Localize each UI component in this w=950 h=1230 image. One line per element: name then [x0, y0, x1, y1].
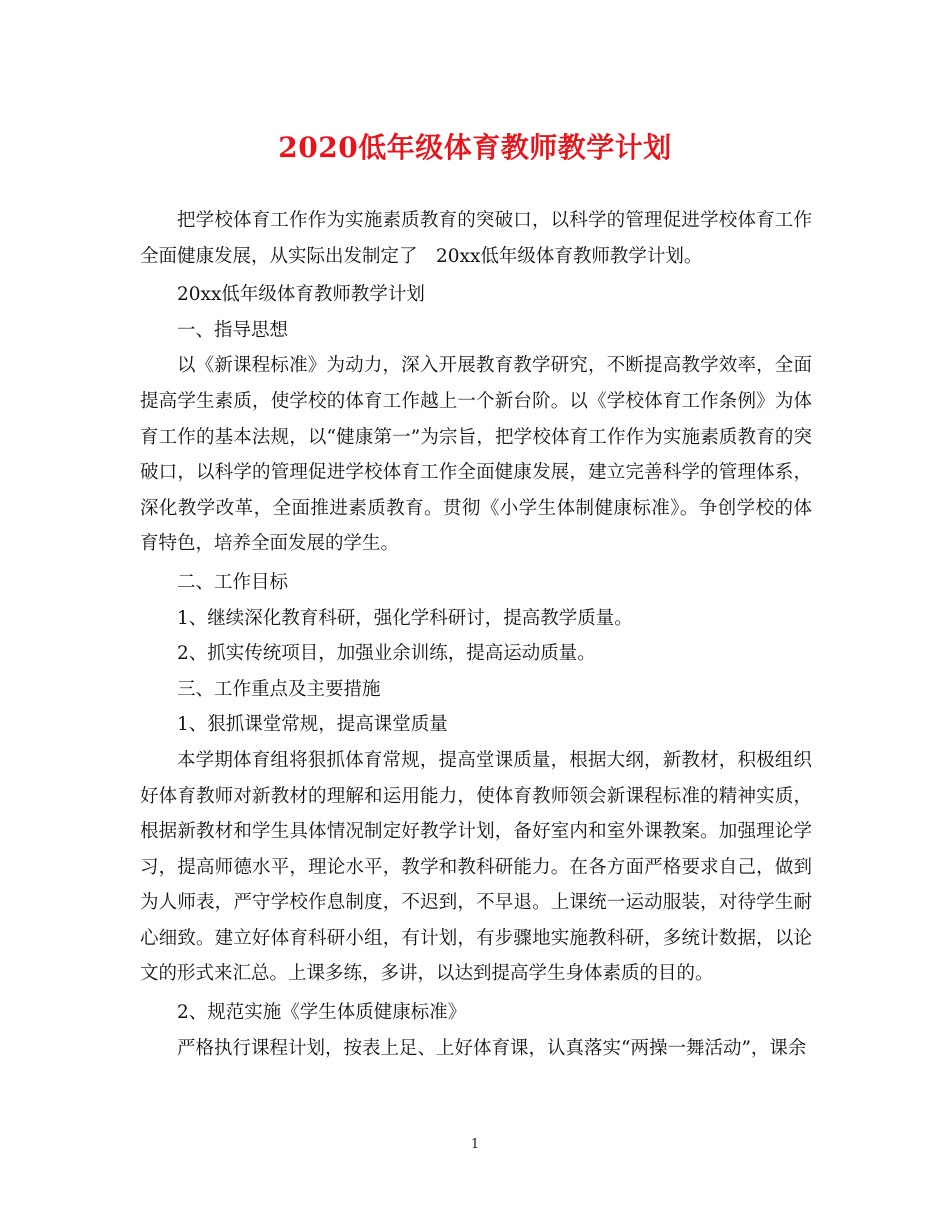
guiding-ideas-paragraph: 以《新课程标准》为动力，深入开展教育教学研究，不断提高教学效率，全面提高学生素质，使学校的体育工作越上一个新台阶。以《学校体育工作条例》为体育工作的基本法规，以“健康第一”为宗旨，把学校体育工作作为实施素质教育的突破口，以科学的管理促进学校体育工作全面健康发展，建立完善科学的管理体系，深化教学改革，全面推进素质教育。贯彻《小学生体制健康标准》。争创学校的体育特色，培养全面发展的学生。	[140, 355, 812, 555]
measure-paragraph-1: 本学期体育组将狠抓体育常规，提高堂课质量，根据大纲，新教材，积极组织好体育教师对新教材的理解和运用能力，使体育教师领会新课程标准的精神实质，根据新教材和学生具体情况制定好教学计划，备好室内和室外课教案。加强理论学习，提高师德水平，理论水平，教学和教科研能力。在各方面严格要求自己，做到为人师表，严守学校作息制度，不迟到，不早退。上课统一运动服装，对待学生耐心细致。建立好体育科研小组，有计划，有步骤地实施教科研，多统计数据，以论文的形式来汇总。上课多练，多讲，以达到提高学生身体素质的目的。	[140, 749, 812, 985]
intro-paragraph: 把学校体育工作作为实施素质教育的突破口，以科学的管理促进学校体育工作全面健康发展，从实际出发制定了 20xx低年级体育教师教学计划。	[140, 210, 812, 267]
measure-heading-1: 1、狠抓课堂常规，提高课堂质量	[177, 714, 448, 736]
measure-heading-2: 2、规范实施《学生体质健康标准》	[177, 1002, 467, 1024]
section-heading-guiding-ideas: 一、指导思想	[177, 319, 289, 341]
page-number: 1	[470, 1137, 480, 1152]
section-heading-work-goals: 二、工作目标	[177, 571, 289, 593]
document-body	[140, 203, 812, 1066]
goal-item-2: 2、抓实传统项目，加强业余训练，提高运动质量。	[177, 643, 596, 665]
document-title: 2020低年级体育教师教学计划	[278, 131, 672, 164]
measure-paragraph-2: 严格执行课程计划，按表上足、上好体育课，认真落实“两操一舞活动”，课余	[177, 1037, 807, 1059]
goal-item-1: 1、继续深化教育科研，强化学科研讨，提高教学质量。	[177, 607, 633, 629]
plan-heading: 20xx低年级体育教师教学计划	[177, 284, 425, 306]
section-heading-key-measures: 三、工作重点及主要措施	[177, 678, 381, 700]
